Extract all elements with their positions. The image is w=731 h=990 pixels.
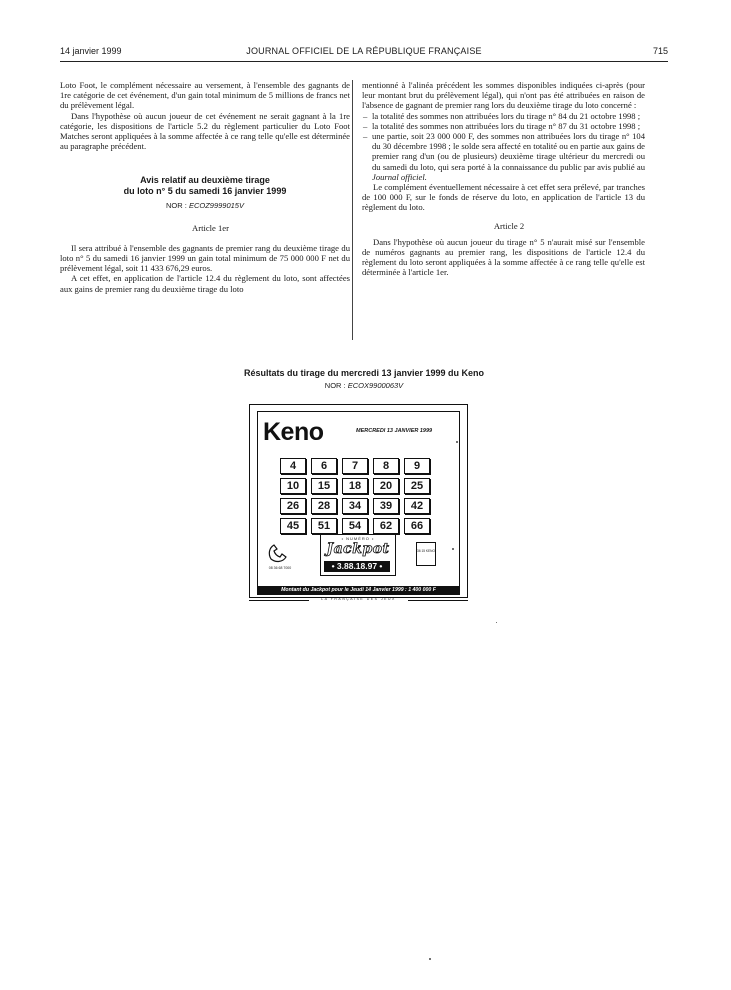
- keno-number-cell: 42: [404, 498, 430, 514]
- article-2-heading: Article 2: [493, 220, 525, 231]
- telephone-icon: [266, 540, 292, 566]
- journal-title: JOURNAL OFFICIEL DE LA RÉPUBLIQUE FRANÇAISE: [246, 46, 482, 56]
- keno-number-cell: 4: [280, 458, 306, 474]
- scan-speck: [456, 441, 458, 443]
- keno-logo: Keno: [263, 418, 324, 446]
- list-item-text: une partie, soit 23 000 000 F, des sommes non attribuées lors du tirage n° 104 du 30 décembre 1998 ; le solde sera affecté en totalité ou en partie aux gains de premier rang d'un (ou de plusieurs) deuxième tirage ultérieur du mercredi ou du samedi du loto, qui sera porté à la connaissance du public par avis publié au: [372, 131, 645, 172]
- page-header: [60, 46, 668, 60]
- keno-number-cell: 51: [311, 518, 337, 534]
- right-paragraph-3: Dans l'hypothèse où aucun joueur du tirage n° 5 n'aurait misé sur l'ensemble de numéros gagnants au premier rang, les dispositions de l'article 12.4 du règlement du loto seront appliquées à la somme affectée à ce rang telle qu'elle est déterminée à l'article 1er.: [362, 236, 645, 278]
- keno-number-cell: 10: [280, 478, 306, 494]
- column-separator: [352, 80, 353, 340]
- avis-nor-code: ECOZ9999015V: [188, 201, 244, 211]
- keno-number-cell: 20: [373, 478, 399, 494]
- keno-number-cell: 28: [311, 498, 337, 514]
- keno-number-cell: 9: [404, 458, 430, 474]
- keno-number-cell: 66: [404, 518, 430, 534]
- right-paragraph-1: mentionné à l'alinéa précédent les sommes disponibles indiquées ci-après (pour leur montant brut du prélèvement légal), qui n'ont pas été attribuées en raison de l'absence de gagnant de premier rang lors du deuxième tirage du loto concerné :: [362, 80, 645, 111]
- list-item: – la totalité des sommes non attribuées lors du tirage n° 84 du 21 octobre 1998 ;: [372, 111, 645, 121]
- keno-results-title: Résultats du tirage du mercredi 13 janvier 1999 du Keno: [243, 368, 485, 378]
- keno-nor-label: NOR :: [324, 381, 346, 390]
- scan-speck: [452, 548, 454, 550]
- journal-officiel-ref: Journal officiel.: [372, 171, 427, 182]
- left-paragraph-2: Dans l'hypothèse où aucun joueur de cet événement ne serait gagnant à la 1re catégorie, les dispositions de l'article 5.2 du règlement particulier du Loto Foot Matches seront appliquées à la somme affectée à ce rang telle qu'elle est déterminée au paragraphe précédent.: [60, 110, 350, 152]
- keno-number-cell: 18: [342, 478, 368, 494]
- avis-nor: [60, 201, 350, 211]
- jackpot-logo: Jackpot: [326, 541, 390, 557]
- list-item: [372, 131, 645, 182]
- article-1-heading: Article 1er: [192, 222, 229, 233]
- unclaimed-list: [362, 111, 645, 182]
- phone-number: 08 36 68 7000: [268, 566, 292, 570]
- avis-nor-label: NOR :: [166, 201, 187, 211]
- fdj-footer: LA FRANÇAISE DES JEUX: [249, 597, 468, 601]
- jackpot-box: [320, 534, 396, 576]
- keno-ticket: [249, 404, 468, 598]
- scan-speck: [429, 958, 431, 960]
- list-item: – la totalité des sommes non attribuées lors du tirage n° 87 du 31 octobre 1998 ;: [372, 121, 645, 131]
- keno-number-cell: 45: [280, 518, 306, 534]
- header-date: 14 janvier 1999: [60, 46, 122, 56]
- jackpot-amount-bar: Montant du Jackpot pour le Jeudi 14 Janvier 1999 : 1 400 000 F: [257, 586, 460, 595]
- jackpot-number: • 3.88.18.97 •: [324, 561, 390, 572]
- keno-nor-code: ECOX9900063V: [347, 381, 404, 390]
- keno-draw-date: MERCREDI 13 JANVIER 1999: [356, 428, 433, 434]
- right-column: [362, 80, 645, 278]
- keno-number-cell: 6: [311, 458, 337, 474]
- avis-title-line-2: du loto n° 5 du samedi 16 janvier 1999: [123, 186, 287, 197]
- keno-number-cell: 39: [373, 498, 399, 514]
- avis-title-line-1: Avis relatif au deuxième tirage: [140, 175, 270, 186]
- right-paragraph-2: Le complément éventuellement nécessaire à cet effet sera prélevé, par tranches de 100 000 F, sur le fonds de réserve du loto, en application de l'article 13 du règlement du loto.: [362, 182, 645, 213]
- keno-number-cell: 8: [373, 458, 399, 474]
- keno-number-cell: 54: [342, 518, 368, 534]
- left-paragraph-3: Il sera attribué à l'ensemble des gagnants de premier rang du deuxième tirage du loto n° 5 du samedi 16 janvier 1999 un gain total minimum de 75 000 000 F net du prélèvement légal, soit 11 433 676,29 euros.: [60, 242, 350, 274]
- minitel-icon: [416, 542, 436, 566]
- jackpot-numero-label: • NUMÉRO •: [341, 536, 375, 541]
- keno-number-cell: 62: [373, 518, 399, 534]
- keno-number-cell: 25: [404, 478, 430, 494]
- left-paragraph-4: A cet effet, en application de l'article 12.4 du règlement du loto, sont affectées aux gains de premier rang du deuxième tirage du loto: [60, 273, 350, 294]
- left-column: [60, 80, 350, 294]
- keno-ticket-inner: [257, 411, 460, 587]
- keno-number-cell: 15: [311, 478, 337, 494]
- keno-number-cell: 34: [342, 498, 368, 514]
- keno-nor: [60, 381, 668, 390]
- keno-number-cell: 26: [280, 498, 306, 514]
- scan-speck: [496, 622, 497, 623]
- keno-number-cell: 7: [342, 458, 368, 474]
- header-rule: [60, 61, 668, 62]
- minitel-code: 36 15 KENO: [417, 549, 435, 553]
- page-number: 715: [652, 46, 668, 56]
- left-paragraph-1: Loto Foot, le complément nécessaire au versement, à l'ensemble des gagnants de 1re catégorie de cet événement, d'un gain total minimum de 5 millions de francs net du prélèvement légal.: [60, 80, 350, 111]
